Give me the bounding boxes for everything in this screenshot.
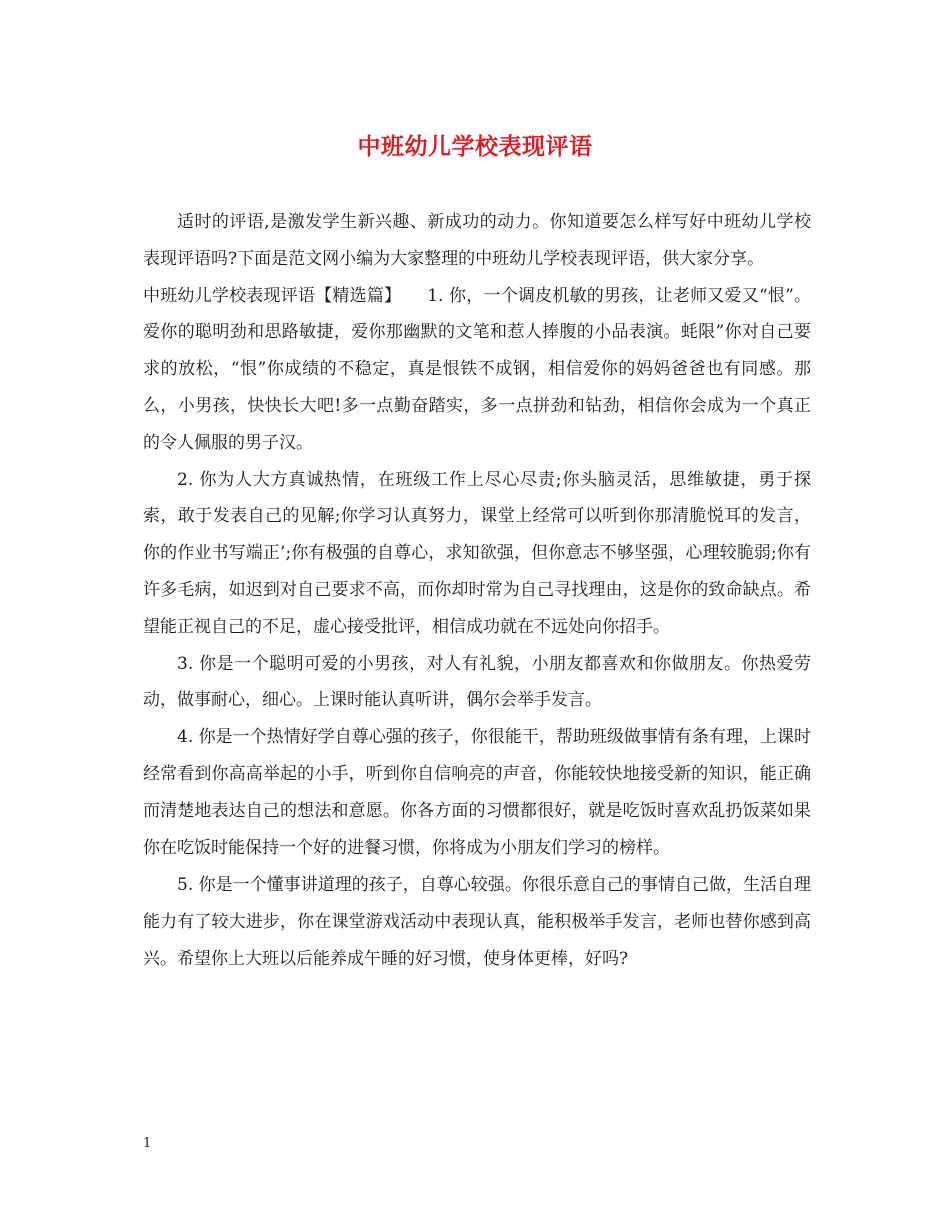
intro-paragraph: 适时的评语,是激发学生新兴趣、新成功的动力。你知道要怎么样写好中班幼儿学校表现评语吗?下面是范文网小编为大家整理的中班幼儿学校表现评语，供大家分享。 xyxy=(143,212,811,269)
document-title: 中班幼儿学校表现评语 xyxy=(357,133,593,160)
comment-paragraph-3: 3. 你是一个聪明可爱的小男孩，对人有礼貌，小朋友都喜欢和你做朋友。你热爱劳动，做事耐心，细心。上课时能认真听讲，偶尔会举手发言。 xyxy=(143,653,811,711)
comment-paragraph-4: 4. 你是一个热情好学自尊心强的孩子，你很能干，帮助班级做事情有条有理，上课时经常看到你高高举起的小手，听到你自信响亮的声音，你能较快地接受新的知识，能正确而清楚地表达自己的想法和意愿。你各方面的习惯都很好，就是吃饭时喜欢乱扔饭菜如果你在吃饭时能保持一个好的进餐习惯，你将成为小朋友们学习的榜样。 xyxy=(143,727,811,858)
page-number: 1 xyxy=(143,1136,152,1151)
comment-paragraph-5: 5. 你是一个懂事讲道理的孩子，自尊心较强。你很乐意自己的事情自己做，生活自理能力有了较大进步，你在课堂游戏活动中表现认真，能积极举手发言，老师也替你感到高兴。希望你上大班以后能养成午睡的好习惯，使身体更棒，好吗? xyxy=(143,875,811,969)
comment-paragraph-1: 中班幼儿学校表现评语【精选篇】 1. 你，一个调皮机敏的男孩，让老师又爱又“恨”。爱你的聪明劲和思路敏捷，爱你那幽默的文笔和惹人捧腹的小品表演。蚝限”你对自己要求的放松，“恨”你成绩的不稳定，真是恨铁不成钢，相信爱你的妈妈爸爸也有同感。那么，小男孩，快快长大吧!多一点勤奋踏实，多一点拼劲和钻劲，相信你会成为一个真正的令人佩服的男子汉。 xyxy=(143,285,811,453)
comment-paragraph-2: 2. 你为人大方真诚热情，在班级工作上尽心尽责;你头脑灵活，思维敏捷，勇于探索，敢于发表自己的见解;你学习认真努力，课堂上经常可以听到你那清脆悦耳的发言，你的作业书写端正’;你有极强的自尊心，求知欲强，但你意志不够坚强，心理较脆弱;你有许多毛病，如迟到对自己要求不高，而你却时常为自己寻找理由，这是你的致命缺点。希望能正视自己的不足，虚心接受批评，相信成功就在不远处向你招手。 xyxy=(143,469,811,637)
document-body xyxy=(143,204,811,978)
